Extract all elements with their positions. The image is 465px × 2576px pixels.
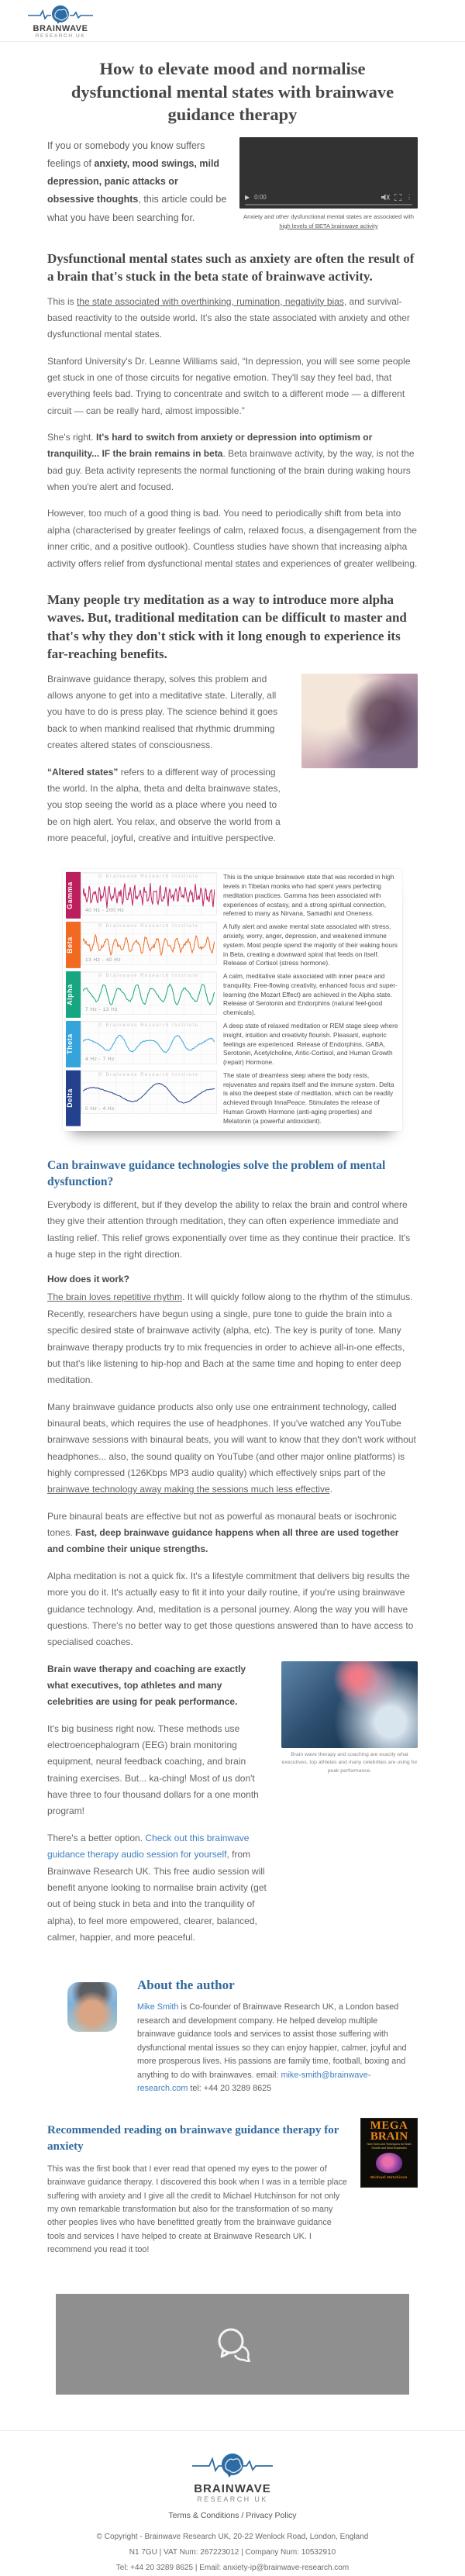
band-waveform-panel bbox=[81, 1071, 217, 1114]
band-row-alpha bbox=[66, 971, 399, 1018]
coaching-section bbox=[47, 1661, 418, 1957]
theta-waveform bbox=[83, 1029, 215, 1063]
band-label: Delta bbox=[66, 1071, 81, 1126]
band-label: Gamma bbox=[66, 872, 81, 919]
band-frequency: 7 Hz - 13 Hz bbox=[85, 1007, 119, 1013]
eeg-coaching-photo bbox=[281, 1661, 418, 1748]
run: Many brainwave guidance products also only use one entrainment technology, called binaural beats, which requires the use of headphones. If you've watched any YouTube brainwave sessions with binaural beats, you will want to know that they don't work without headphones... also, the sound quality on YouTube (and other major online platforms) is highly compressed (126Kbps MP3 audio quality) which effectively snips part of the bbox=[47, 1401, 416, 1479]
book-author: Michael Hutchison bbox=[370, 2174, 408, 2179]
paragraph-altered-states bbox=[47, 764, 288, 847]
paragraph-better-option bbox=[47, 1830, 267, 1947]
run: is Co-founder of Brainwave Research UK, a London based research and development company. He helped develop multiple brainwave guidance tools and services to assist those suffering with dysfunctional mental issues so they can enjoy happier, calmer, joyful and more prosperous lives. His passions are family time, football, boxing and anything to do with brainwaves. email: bbox=[137, 2002, 407, 2080]
less-effective-link[interactable]: brainwave technology away making the sessions much less effective bbox=[47, 1484, 330, 1495]
eeg-photo-caption: Brain wave therapy and coaching are exactly what executives, top athletes and many celebrities are using for peak performance. bbox=[281, 1751, 418, 1774]
author-avatar bbox=[67, 1982, 117, 2032]
paragraph-guidance-therapy: Brainwave guidance therapy, solves this problem and allows anyone to get into a meditative state. Literally, all you have to do is press play. The science behind it goes back to when mankind realised that rhythmic drumming creates altered states of consciousness. bbox=[47, 673, 278, 751]
paragraph-coaching-bold bbox=[47, 1661, 267, 1711]
book-brain-image bbox=[376, 2153, 402, 2173]
recommended-reading-heading: Recommended reading on brainwave guidance therapy for anxiety bbox=[47, 2123, 339, 2153]
author-name-link[interactable]: Mike Smith bbox=[137, 2002, 179, 2012]
about-author-section bbox=[47, 1956, 418, 2102]
intro-text-pre: If you or somebody you know suffers feelings of bbox=[47, 140, 205, 170]
copyright-line-3: Tel: +44 20 3289 8625 | Email: anxiety-ip@brainwave-research.com bbox=[115, 2564, 350, 2573]
band-label: Theta bbox=[66, 1021, 81, 1067]
book-title-2: BRAIN bbox=[370, 2129, 408, 2143]
band-row-gamma bbox=[66, 872, 399, 919]
footer-logo[interactable] bbox=[0, 2451, 465, 2503]
chart-watermark: © Brainwave Research Institute bbox=[98, 1072, 199, 1078]
footer-brainwave-logo-icon bbox=[186, 2451, 279, 2481]
alpha-waveform bbox=[83, 979, 215, 1013]
section-heading-can-solve: Can brainwave guidance technologies solve the problem of mental dysfunction? bbox=[47, 1158, 386, 1189]
band-waveform-panel bbox=[81, 971, 217, 1015]
video-caption bbox=[239, 212, 418, 231]
overthinking-state-link[interactable]: the state associated with overthinking, rumination, negativity bias bbox=[77, 295, 344, 307]
run: refers to a different way of processing the world. In the alpha, theta and delta brainwave states, you stop seeing the world as a place where you need to be on high alert. You relax, and observe the world from a more peaceful, joyful, creative and intuitive perspective. bbox=[47, 766, 281, 843]
chart-watermark: © Brainwave Research Institute bbox=[98, 874, 199, 880]
page-title: How to elevate mood and normalise dysfunctional mental states with brainwave guidance therapy bbox=[71, 59, 394, 125]
footer-brand-subtext: RESEARCH UK bbox=[197, 2495, 268, 2504]
band-description: This is the unique brainwave state that was recorded in high levels in Tibetan monks who had spent years perfecting meditation practices. Gamma has been associated with experiences of ecstasy, and a strong spiritual connection, referred to many as Nirvana, Samadhi and Oneness. bbox=[223, 873, 394, 918]
run: , and survival-based reactivity to the outside world. It's also the state associated with anxiety and other dysfunctional mental states. bbox=[47, 295, 410, 340]
meditation-section bbox=[47, 671, 418, 857]
band-frequency: 13 Hz - 40 Hz bbox=[85, 957, 122, 964]
book-subtitle: New Tools and Techniques for Brain Growth and Mind Expansion bbox=[367, 2143, 412, 2150]
run: , from Brainwave Research UK. This free audio session will benefit anyone looking to normalise brain activity (get out of being stuck in beta and into the tranquility of alpha), to feel more empowered, clearer, balanced, calmer, happier, and more peaceful. bbox=[47, 1849, 267, 1943]
chart-watermark: © Brainwave Research Institute bbox=[98, 924, 199, 929]
logo-brand-text: BRAINWAVE bbox=[33, 24, 88, 33]
band-description: A deep state of relaxed meditation or REM stage sleep where insight, intuition and creativity flourish. Pleasant, euphoric feelings are experienced. Release of Endorphins, GABA, Serotonin, Acetylcholine, Antic-Cortisol, and Human Growth (repair) Hormone. bbox=[223, 1022, 398, 1067]
run-bold: “Altered states” bbox=[47, 766, 119, 778]
delta-waveform bbox=[83, 1078, 215, 1109]
band-frequency: 0 Hz - 4 Hz bbox=[85, 1105, 115, 1112]
about-author-heading: About the author bbox=[137, 1978, 235, 1993]
run: This is bbox=[47, 295, 78, 307]
run: She's right. bbox=[47, 432, 96, 443]
paragraph-binaural-beats bbox=[47, 1399, 418, 1498]
run: . Beta brainwave activity, by the way, is not the bad guy. Beta activity represents the normal functioning of the brain during waking hours when you're alert and focused. bbox=[47, 448, 415, 493]
footer-brand-text: BRAINWAVE bbox=[194, 2481, 271, 2495]
band-description: A calm, meditative state associated with inner peace and tranquility. Free-flowing creativity, enhanced focus and super-learning (the Mozart Effect) are achieved in the Alpha state. Release of Serotonin and Endorphins (natural feel-good chemicals). bbox=[223, 972, 398, 1017]
band-row-delta bbox=[66, 1071, 399, 1126]
video-menu-icon[interactable]: ⋮ bbox=[406, 194, 412, 202]
band-frequency: 40 Hz - 200 Hz bbox=[85, 908, 125, 914]
site-header bbox=[0, 0, 465, 42]
band-waveform-panel bbox=[81, 872, 217, 916]
copyright-line-1: © Copyright - Brainwave Research UK, 20-22 Wenlock Road, London, England bbox=[96, 2533, 369, 2542]
paragraph-big-business: It's big business right now. These methods use electroencephalogram (EEG) brain monitoring equipment, neural feedback coaching, and brain training exercises. But... ka-ching! Most of us don't have three to four thousand dollars for a one month program! bbox=[47, 1723, 259, 1817]
play-button[interactable]: ▶ bbox=[245, 194, 250, 202]
video-caption-text: Anxiety and other dysfunctional mental states are associated with bbox=[243, 213, 414, 221]
mega-brain-book-cover[interactable] bbox=[360, 2118, 418, 2188]
section-heading-meditation: Many people try meditation as a way to introduce more alpha waves. But, traditional meditation can be difficult to master and that's why they don't stick with it long enough to experience its far-reaching benefits. bbox=[47, 591, 407, 662]
author-email-link[interactable]: mike-smith@brainwave-research.com bbox=[137, 2070, 371, 2094]
chart-watermark: © Brainwave Research Institute bbox=[98, 974, 199, 979]
band-waveform-panel bbox=[81, 922, 217, 965]
run: Pure binaural beats are effective but not as powerful as monaural beats or isochronic tones. bbox=[47, 1510, 397, 1539]
band-description: A fully alert and awake mental state associated with stress, anxiety, worry, anger, depression, and weakened immune system. Most people spend the majority of their waking hours in Beta, creating a downward spiral that feeds on itself. Release of Cortisol (stress hormone). bbox=[223, 922, 398, 967]
video-player[interactable] bbox=[239, 137, 418, 209]
band-label: Beta bbox=[66, 922, 81, 968]
intro-section bbox=[47, 137, 418, 231]
paragraph-recommended-book: This was the first book that I ever read that opened my eyes to the power of brainwave guidance therapy. I discovered this book when I was in a terrible place suffering with anxiety and I give all the credit to Michael Hutchinson for not only my own remarkable transformation but also for the transformation of so many other peoples lives who have benefitted greatly from the brainwave guidance tools and services I have helped to create at Brainwave Research UK. I recommend you read it too! bbox=[47, 2164, 347, 2255]
run: There's a better option. bbox=[47, 1832, 146, 1843]
run-bold: It's hard to switch from anxiety or depression into optimism or tranquility... IF the brain remains in beta bbox=[47, 432, 373, 460]
video-caption-link[interactable]: high levels of BETA brainwave activity bbox=[279, 222, 378, 229]
fullscreen-icon[interactable] bbox=[394, 194, 401, 201]
site-footer bbox=[0, 2430, 465, 2576]
band-row-theta bbox=[66, 1021, 399, 1067]
comments-placeholder[interactable] bbox=[56, 2294, 409, 2395]
gamma-waveform bbox=[83, 880, 215, 914]
video-progressbar[interactable] bbox=[245, 204, 412, 205]
audio-session-link[interactable]: Check out this brainwave guidance therapy audio session for yourself bbox=[47, 1832, 250, 1860]
band-frequency: 4 Hz - 7 Hz bbox=[85, 1057, 115, 1063]
band-label: Alpha bbox=[66, 971, 81, 1018]
band-waveform-panel bbox=[81, 1021, 217, 1064]
headphones-relaxing-photo bbox=[301, 674, 418, 768]
run: . bbox=[329, 1484, 332, 1495]
video-time: 0:00 bbox=[254, 194, 267, 202]
copyright-line-2: N1 7GU | VAT Num: 267223012 | Company Num: 10532910 bbox=[129, 2548, 336, 2557]
terms-privacy-link[interactable]: Terms & Conditions / Privacy Policy bbox=[168, 2511, 297, 2521]
chat-bubbles-icon bbox=[212, 2326, 253, 2362]
paragraph-pure-binaural bbox=[47, 1509, 418, 1558]
beta-waveform bbox=[83, 929, 215, 960]
chart-watermark: © Brainwave Research Institute bbox=[98, 1023, 199, 1029]
logo-brand-subtext: RESEARCH UK bbox=[35, 33, 86, 39]
intro-text-post: , this article could be what you have been searching for. bbox=[47, 194, 227, 223]
paragraph-too-much-good: However, too much of a good thing is bad. You need to periodically shift from beta into alpha (characterised by greater feelings of calm, relaxed focus, a disengagement from the inner critic, and a positive outlook). Countless studies have shown that increasing alpha activity offers relief from dysfunctional mental states and experiences of greater wellbeing. bbox=[47, 508, 418, 569]
paragraph-beta-overthinking bbox=[47, 294, 418, 343]
paragraph-shes-right bbox=[47, 429, 418, 495]
section-heading-beta-state: Dysfunctional mental states such as anxiety are often the result of a brain that's stuck in the beta state of brainwave activity. bbox=[47, 250, 415, 284]
intro-paragraph bbox=[47, 137, 227, 231]
paragraph-alpha-not-quick-fix: Alpha meditation is not a quick fix. It's a lifestyle commitment that delivers big results the more you do it. It's actually easy to fit it into your daily routine, if you're using brainwave guidance technology. And, meditation is a personal journey. Along the way you will have questions. There's no better way to get those questions answered than to have access to specialised coaches. bbox=[47, 1570, 414, 1648]
author-bio bbox=[137, 2001, 418, 2095]
run-bold: Fast, deep brainwave guidance happens when all three are used together and combine their unique strengths. bbox=[47, 1527, 399, 1555]
band-row-beta bbox=[66, 922, 399, 968]
paragraph-repetitive-rhythm bbox=[47, 1289, 418, 1388]
brainwave-bands-chart bbox=[63, 869, 402, 1130]
subheading-how-it-works: How does it work? bbox=[47, 1274, 130, 1285]
intro-text-bold: anxiety, mood swings, mild depression, panic attacks or obsessive thoughts bbox=[47, 158, 220, 205]
run-bold: Brain wave therapy and coaching are exactly what executives, top athletes and many celebrities are using for peak performance. bbox=[47, 1663, 246, 1708]
header-logo[interactable] bbox=[26, 5, 95, 40]
brainwave-logo-icon bbox=[28, 5, 93, 25]
run: tel: +44 20 3289 8625 bbox=[188, 2084, 272, 2094]
repetitive-rhythm-link[interactable]: The brain loves repetitive rhythm bbox=[47, 1291, 183, 1303]
paragraph-stanford-quote: Stanford University's Dr. Leanne Williams said, “In depression, you will see some people get stuck in one of those circuits for negative emotion. They'll say they feel bad, that everything feels bad. Trying to concentrate and switch to a different mode — a different circuit — can be really hard, almost impossible.” bbox=[47, 355, 411, 416]
mute-icon[interactable] bbox=[381, 194, 390, 201]
band-description: The state of dreamless sleep where the body rests, rejuvenates and repairs itself and the immune system. Delta is also the deepest state of meditation, which can be readily achieved through InnaPeace. Stimulates the release of Human Growth Hormone (anti-aging properties) and Melatonin (a powerful antioxidant). bbox=[223, 1071, 394, 1125]
run: . It will quickly follow along to the rhythm of the stimulus. Recently, researchers have begun using a single, pure tone to guide the brain into a specific desired state of brainwave activity (alpha, etc). The key is purity of tone. Many brainwave therapy products try to mix frequencies in order to achieve all-in-one effects, but that's like listening to hip-hop and Bach at the same time and hoping to enter deep meditation. bbox=[47, 1291, 413, 1386]
recommended-reading-section bbox=[47, 2116, 418, 2267]
paragraph-everybody-different: Everybody is different, but if they develop the ability to relax the brain and control where they give their attention through meditation, they can often experience immediate and lasting relief. This relief grows exponentially over time as they continue their practice. It's a huge step in the right direction. bbox=[47, 1198, 411, 1260]
book-title-1: MEGA bbox=[370, 2119, 408, 2132]
